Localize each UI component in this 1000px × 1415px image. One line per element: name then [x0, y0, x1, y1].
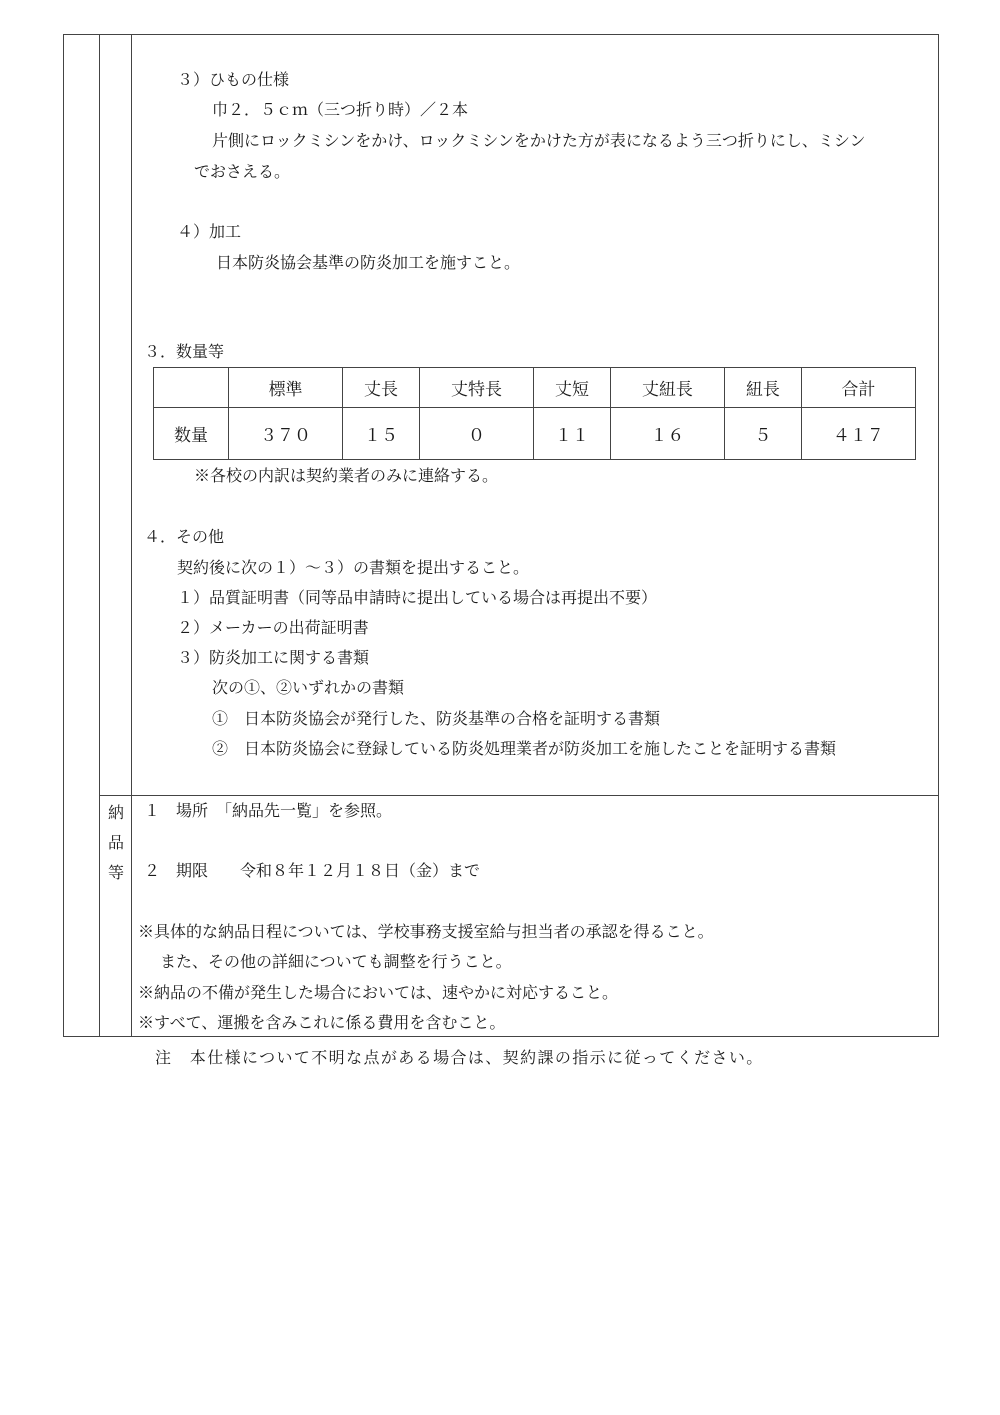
quantity-value-row [154, 408, 916, 460]
header-cell-extra-long: 丈特長 [419, 368, 533, 408]
delivery-note-2: また、その他の詳細についても調整を行うこと。 [160, 952, 512, 971]
quantity-heading: ３．数量等 [144, 342, 225, 361]
value-total: ４１７ [801, 408, 915, 460]
header-cell-short: 丈短 [534, 368, 611, 408]
value-standard: ３７０ [229, 408, 343, 460]
column-divider-2 [131, 35, 132, 1036]
header-cell-long: 丈長 [343, 368, 420, 408]
footer-note: 注 本仕様について不明な点がある場合は、契約課の指示に従ってください。 [155, 1048, 764, 1067]
value-extra-long: ０ [419, 408, 533, 460]
delivery-label-1: 納 [107, 803, 124, 822]
other-sub-1: ① 日本防炎協会が発行した、防炎基準の合格を証明する書類 [212, 709, 661, 728]
row-label-quantity: 数量 [154, 408, 229, 460]
delivery-place: １ 場所 「納品先一覧」を参照。 [144, 801, 393, 820]
quantity-header-row [154, 368, 916, 408]
header-cell-string-long: 紐長 [725, 368, 802, 408]
quantity-note: ※各校の内訳は契約業者のみに連絡する。 [194, 466, 499, 485]
value-short: １１ [534, 408, 611, 460]
header-cell-total: 合計 [801, 368, 915, 408]
delivery-note-1: ※具体的な納品日程については、学校事務支援室給与担当者の承認を得ること。 [138, 922, 714, 941]
process-heading: ４）加工 [177, 222, 242, 241]
string-heading: ３）ひもの仕様 [177, 70, 290, 89]
delivery-deadline: ２ 期限 令和８年１２月１８日（金）まで [144, 861, 481, 880]
other-item-2: ２）メーカーの出荷証明書 [177, 618, 369, 637]
value-long-string: １６ [610, 408, 724, 460]
delivery-label-3: 等 [107, 863, 124, 882]
header-cell-empty [154, 368, 229, 408]
delivery-label-2: 品 [107, 833, 124, 852]
other-item-1: １）品質証明書（同等品申請時に提出している場合は再提出不要） [177, 588, 658, 607]
other-intro: 契約後に次の１）～３）の書類を提出すること。 [177, 558, 530, 577]
string-desc-1: 片側にロックミシンをかけ、ロックミシンをかけた方が表になるよう三つ折りにし、ミシン [212, 131, 866, 150]
value-long: １５ [343, 408, 420, 460]
delivery-note-3: ※納品の不備が発生した場合においては、速やかに対応すること。 [138, 983, 619, 1002]
delivery-note-4: ※すべて、運搬を含みこれに係る費用を含むこと。 [138, 1013, 506, 1032]
value-string-long: ５ [725, 408, 802, 460]
header-cell-standard: 標準 [229, 368, 343, 408]
header-cell-long-string: 丈紐長 [610, 368, 724, 408]
other-item-3: ３）防炎加工に関する書類 [177, 648, 370, 667]
string-desc-2: でおさえる。 [194, 162, 291, 181]
quantity-table [153, 367, 916, 460]
row-divider-delivery [99, 795, 938, 796]
process-desc: 日本防炎協会基準の防炎加工を施すこと。 [216, 253, 521, 272]
string-width: 巾２．５ｃｍ（三つ折り時）／２本 [212, 100, 469, 119]
column-divider-1 [99, 35, 100, 1036]
other-sub-intro: 次の①、②いずれかの書類 [212, 678, 405, 697]
other-heading: ４．その他 [144, 527, 225, 546]
other-sub-2: ② 日本防炎協会に登録している防炎処理業者が防炎加工を施したことを証明する書類 [212, 739, 837, 758]
